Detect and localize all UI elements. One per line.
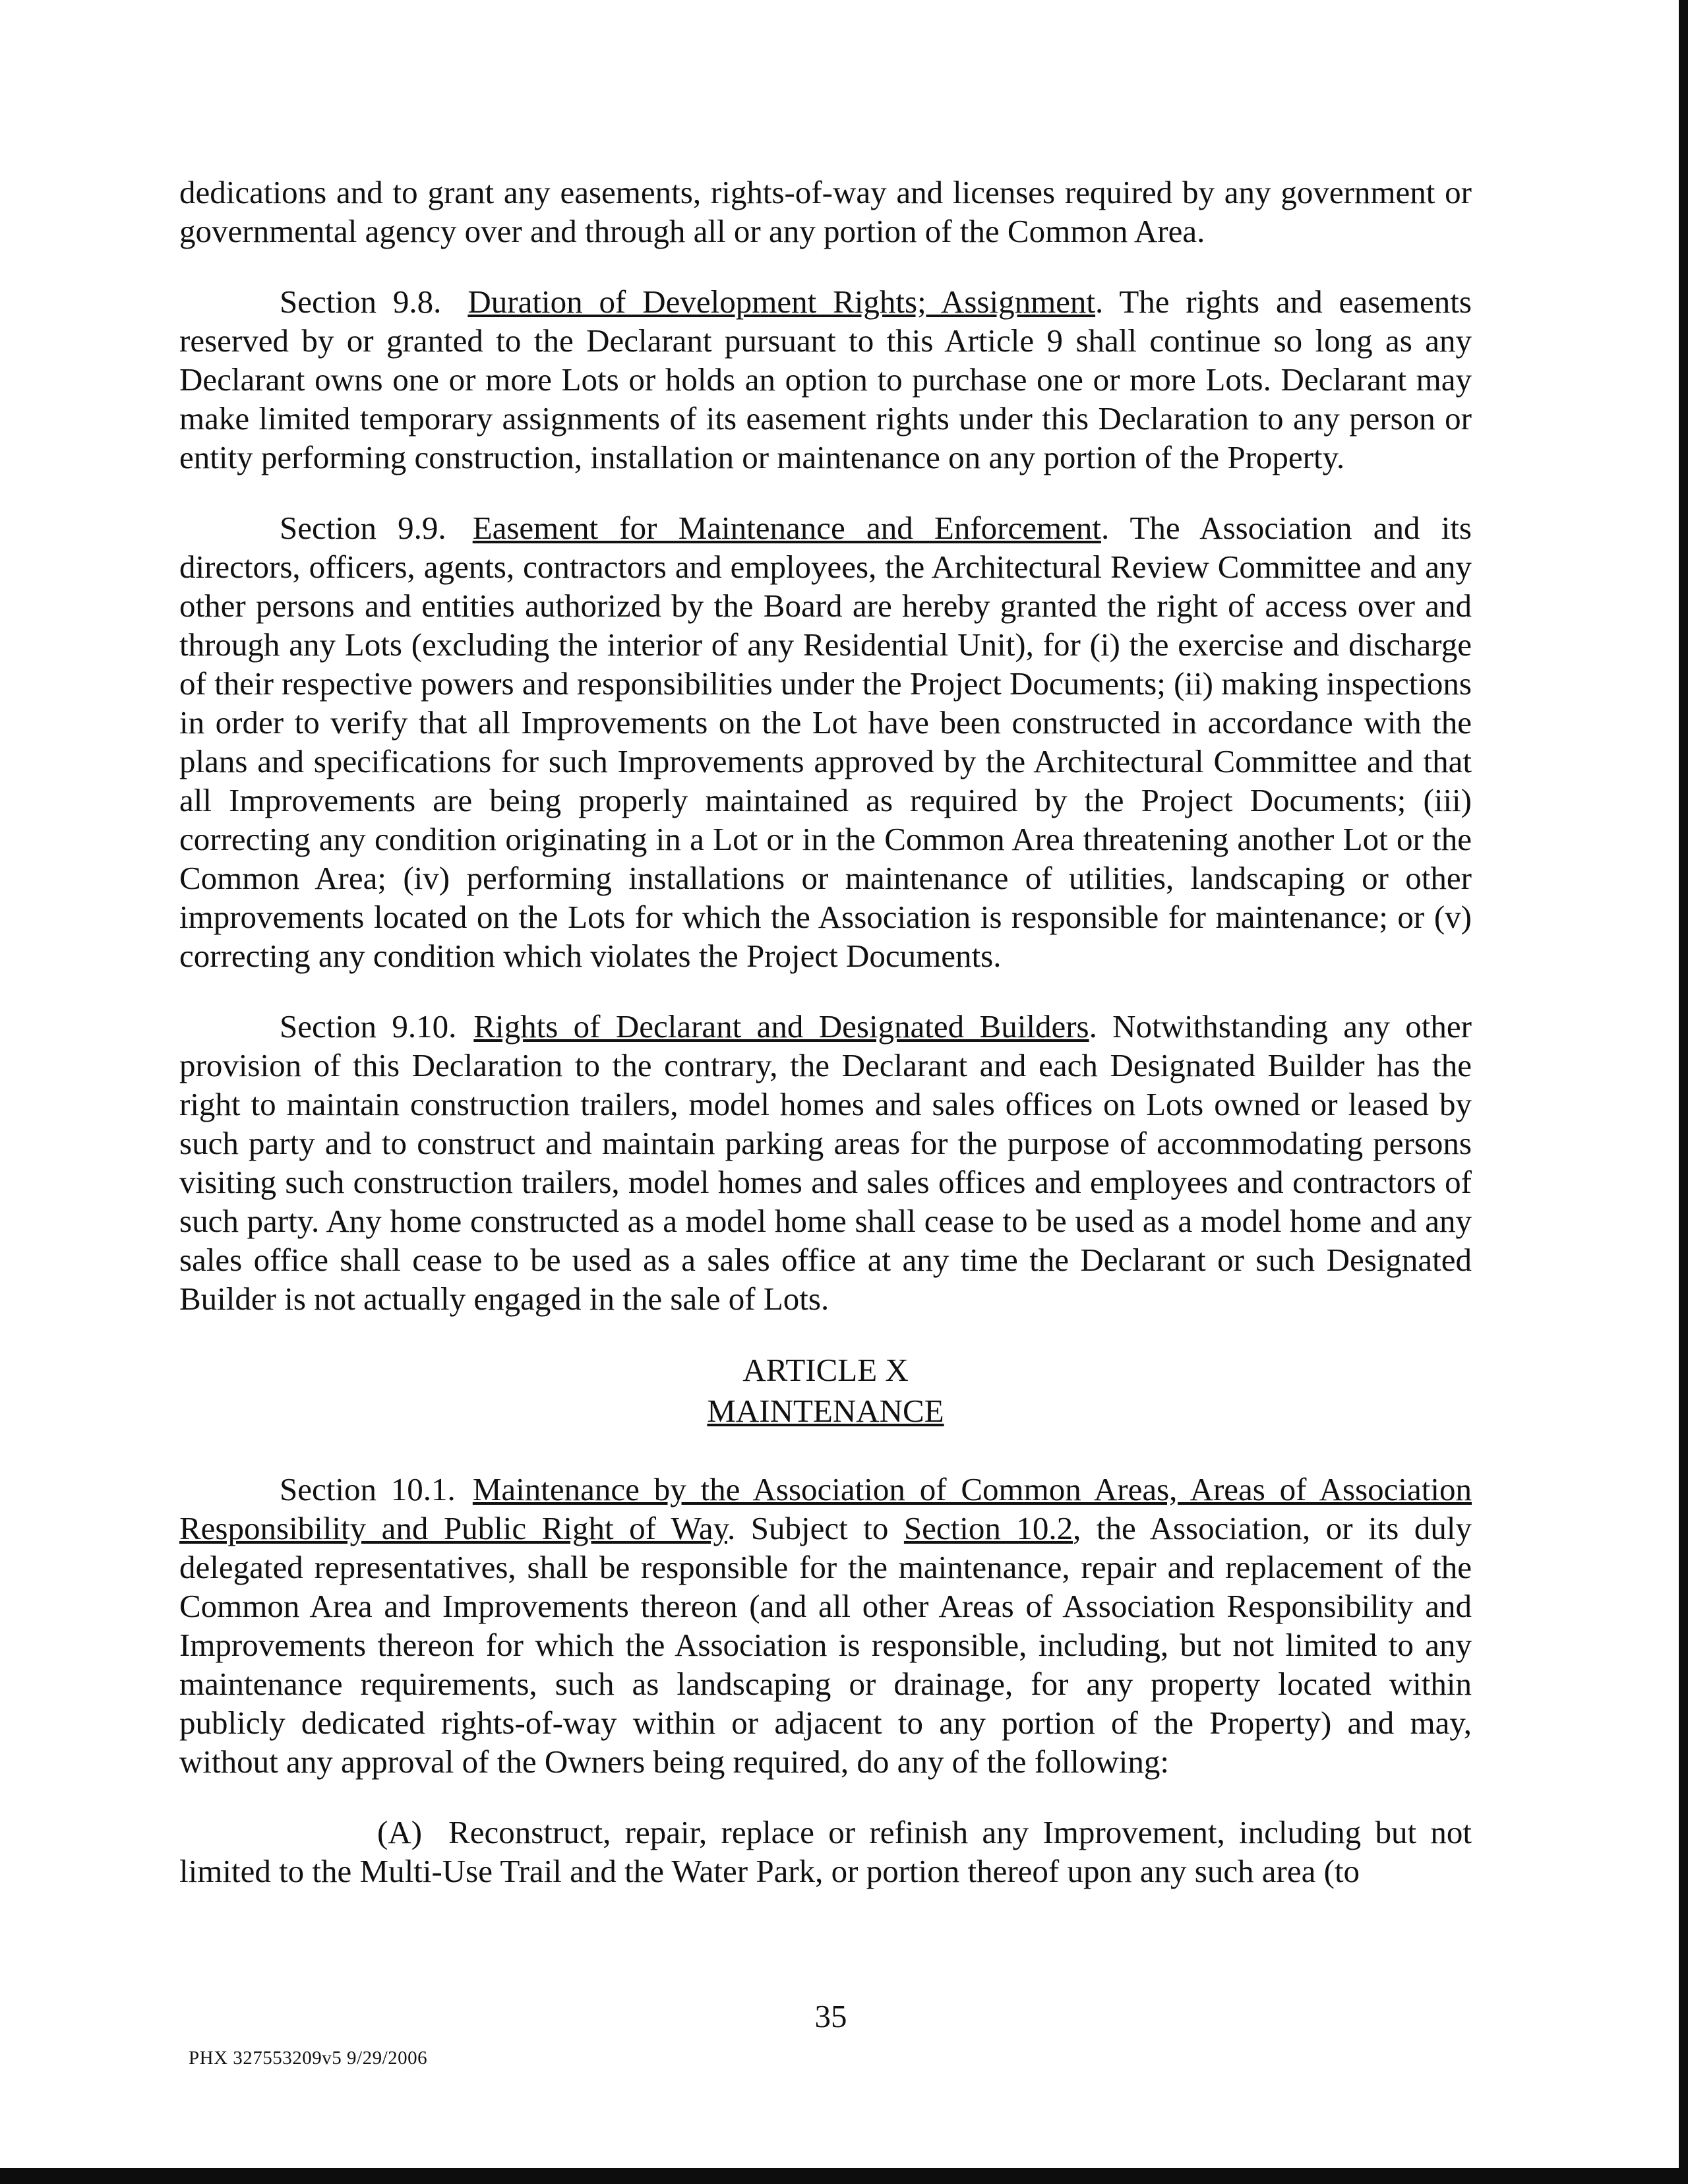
subsection-a-paragraph bbox=[179, 1813, 1472, 1891]
section-9-9-number: Section 9.9. bbox=[280, 510, 446, 546]
section-10-1-heading: Maintenance by the Association of Common Areas, Areas of Association Responsibility and Public Right of Way bbox=[179, 1471, 1472, 1546]
section-10-1-body: , the Association, or its duly delegated representatives, shall be responsible for the maintenance, repair and replacement of the Common Area and Improvements thereon (and all other Areas of Association Responsibility and Improvements thereon for which the Association is responsible, including, but not limited to any maintenance requirements, such as landscaping or drainage, for any property located within publicly dedicated rights-of-way within or adjacent to any portion of the Property) and may, without any approval of the Owners being required, do any of the following: bbox=[179, 1510, 1472, 1780]
section-9-8-body: . The rights and easements reserved by or granted to the Declarant pursuant to this Article 9 shall continue so long as any Declarant owns one or more Lots or holds an option to purchase one or more Lots. Declarant may make limited temporary assignments of its easement rights under this Declaration to any person or entity performing construction, installation or maintenance on any portion of the Property. bbox=[179, 284, 1472, 475]
subsection-a-body: Reconstruct, repair, replace or refinish any Improvement, including but not limited to the Multi-Use Trail and the Water Park, or portion thereof upon any such area (to bbox=[179, 1814, 1472, 1889]
document-body bbox=[179, 173, 1472, 1922]
footer-document-id: PHX 327553209v5 9/29/2006 bbox=[189, 2048, 428, 2069]
section-9-8-number: Section 9.8. bbox=[280, 284, 442, 320]
section-10-1-number: Section 10.1. bbox=[280, 1471, 456, 1507]
section-9-8-paragraph bbox=[179, 282, 1472, 477]
section-9-9-paragraph bbox=[179, 508, 1472, 975]
section-9-10-heading: Rights of Declarant and Designated Builders bbox=[473, 1008, 1089, 1045]
section-10-2-reference: Section 10.2 bbox=[903, 1510, 1073, 1546]
page-number: 35 bbox=[814, 1998, 847, 2034]
scan-edge-bottom bbox=[0, 2168, 1688, 2184]
subsection-a-label: (A) bbox=[377, 1814, 423, 1850]
article-title: MAINTENANCE bbox=[707, 1393, 944, 1429]
scan-edge-right bbox=[1679, 0, 1688, 2184]
article-heading bbox=[179, 1350, 1472, 1432]
section-9-9-heading: Easement for Maintenance and Enforcement bbox=[472, 510, 1101, 546]
section-9-10-number: Section 9.10. bbox=[280, 1008, 457, 1045]
section-9-8-heading: Duration of Development Rights; Assignment bbox=[467, 284, 1096, 320]
section-9-10-body: . Notwithstanding any other provision of this Declaration to the contrary, the Declarant and each Designated Builder has the right to maintain construction trailers, model homes and sales offices on Lots owned or leased by such party and to construct and maintain parking areas for the purpose of accommodating persons visiting such construction trailers, model homes and sales offices and employees and contractors of such party. Any home constructed as a model home shall cease to be used as a model home and any sales office shall cease to be used as a sales office at any time the Declarant or such Designated Builder is not actually engaged in the sale of Lots. bbox=[179, 1008, 1472, 1317]
continuation-paragraph: dedications and to grant any easements, rights-of-way and licenses required by any government or governmental agency over and through all or any portion of the Common Area. bbox=[179, 174, 1472, 249]
section-10-1-paragraph bbox=[179, 1470, 1472, 1781]
section-9-9-body: . The Association and its directors, officers, agents, contractors and employees, the Architectural Review Committee and any other persons and entities authorized by the Board are hereby granted the right of access over and through any Lots (excluding the interior of any Residential Unit), for (i) the exercise and discharge of their respective powers and responsibilities under the Project Documents; (ii) making inspections in order to verify that all Improvements on the Lot have been constructed in accordance with the plans and specifications for such Improvements approved by the Architectural Committee and that all Improvements are being properly maintained as required by the Project Documents; (iii) correcting any condition originating in a Lot or in the Common Area threatening another Lot or the Common Area; (iv) performing installations or maintenance of utilities, landscaping or other improvements located on the Lots for which the Association is responsible for maintenance; or (v) correcting any condition which violates the Project Documents. bbox=[179, 510, 1472, 974]
section-9-10-paragraph bbox=[179, 1007, 1472, 1318]
article-number: ARTICLE X bbox=[742, 1352, 909, 1388]
section-10-1-lead: . Subject to bbox=[727, 1510, 904, 1546]
